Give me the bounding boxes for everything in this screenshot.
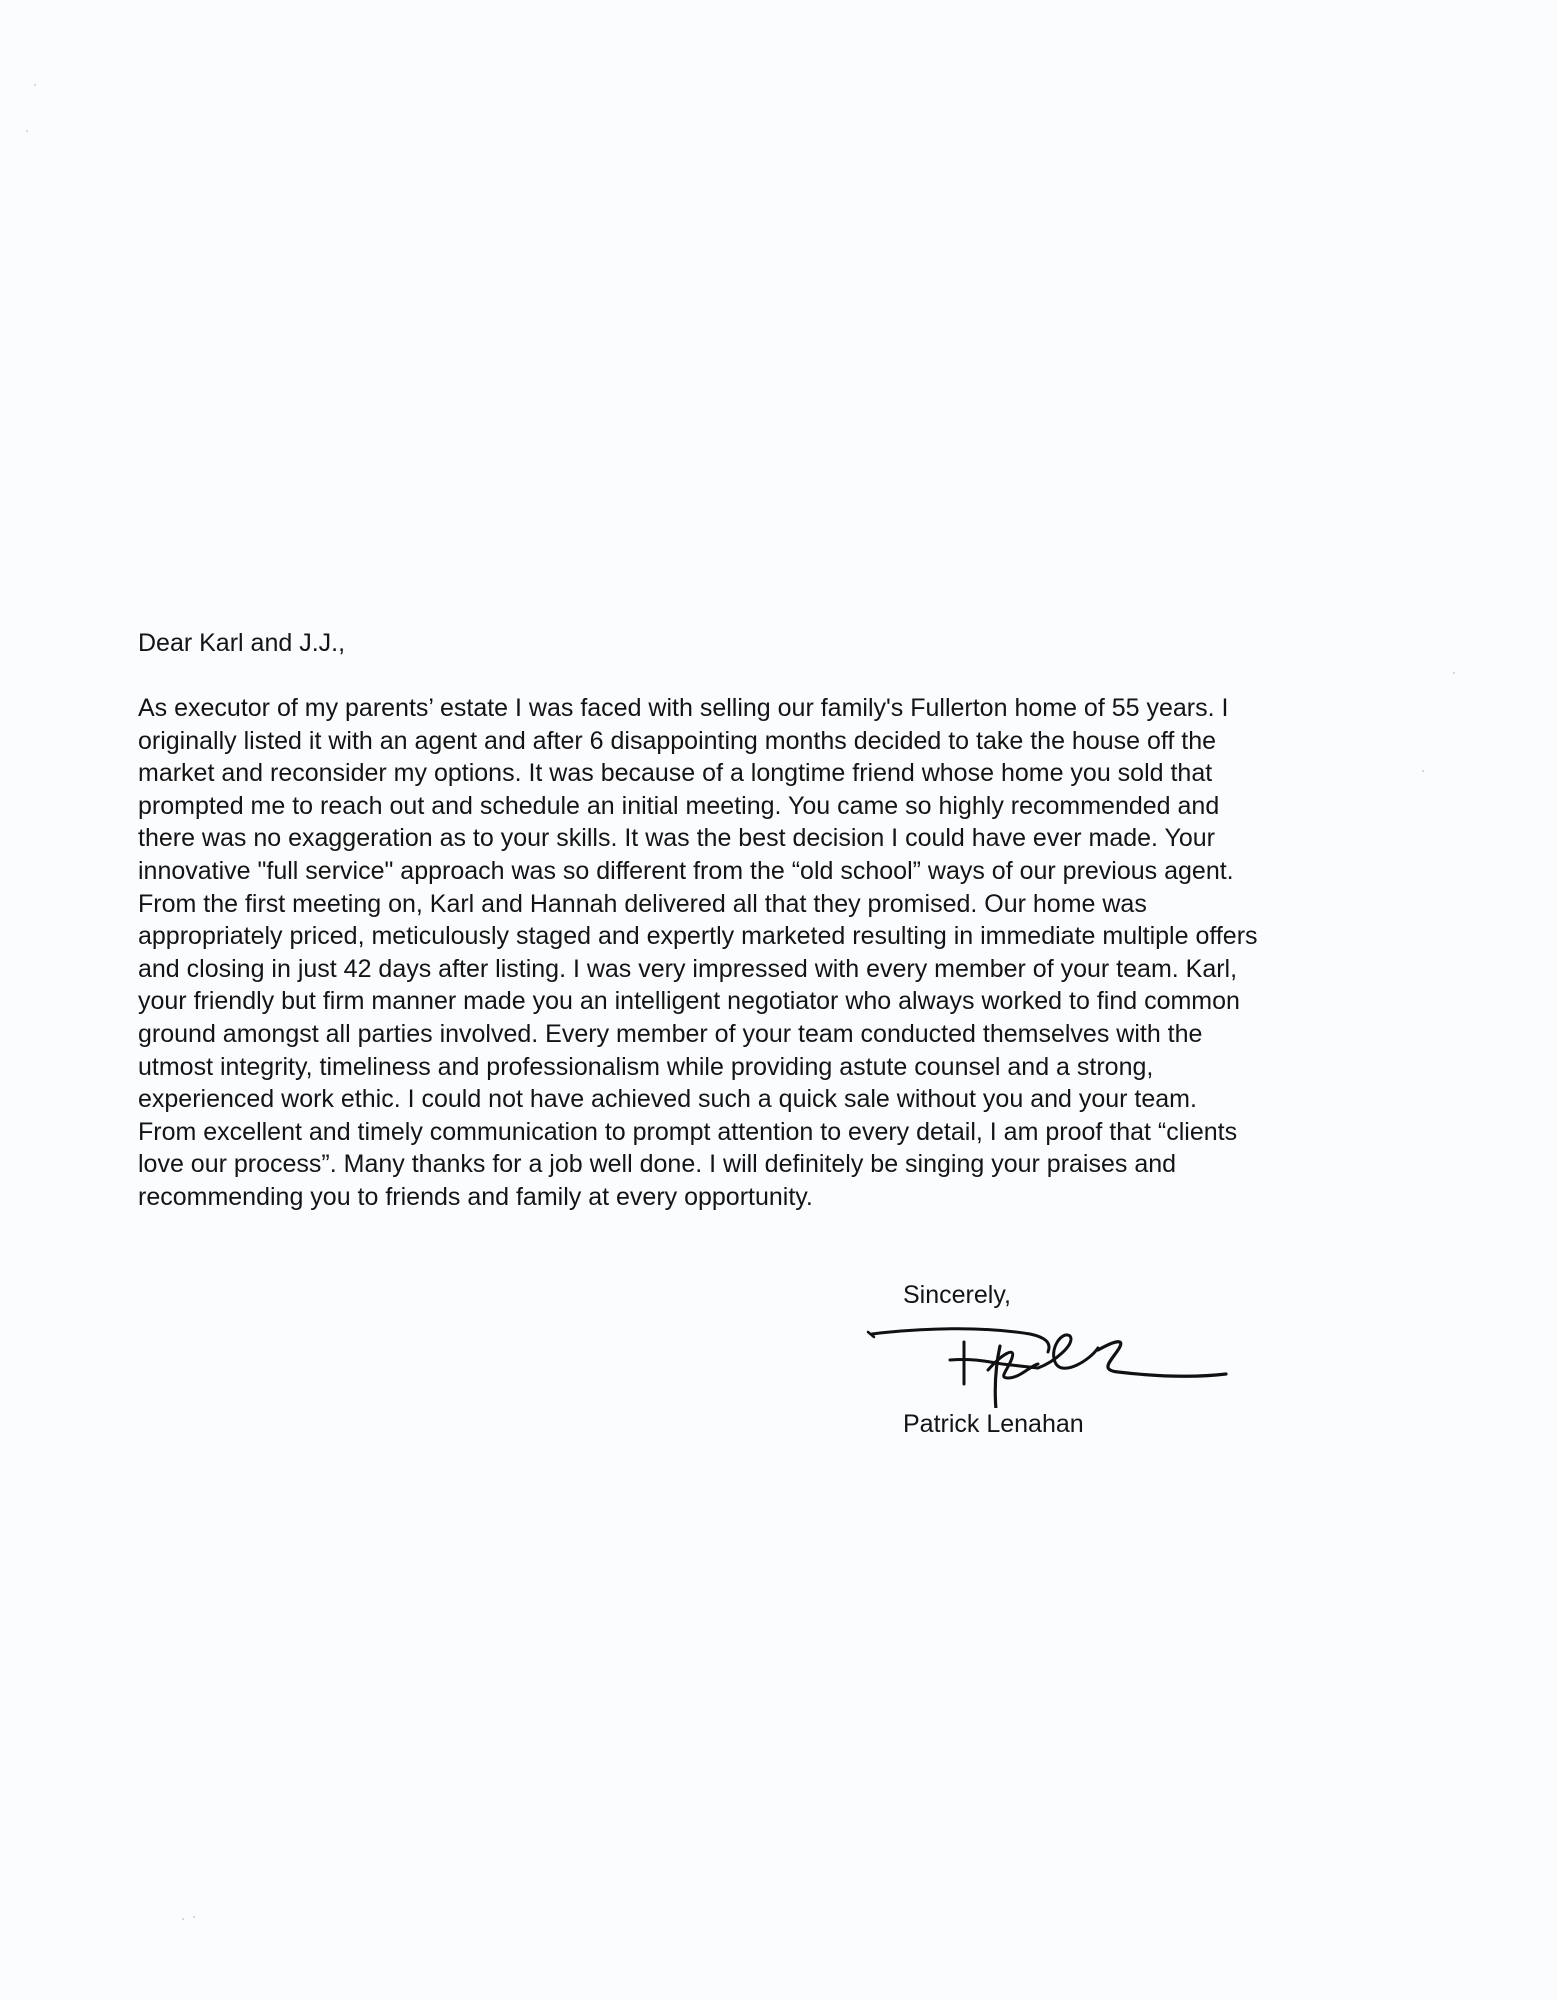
body-line: originally listed it with an agent and after 6 disappointing months decided to take the house off the	[138, 726, 1217, 755]
body-line: recommending you to friends and family at every opportunity.	[138, 1182, 813, 1211]
salutation: Dear Karl and J.J.,	[138, 629, 346, 657]
letter-body	[138, 692, 1428, 1214]
closing: Sincerely,	[903, 1281, 1011, 1309]
signer-name: Patrick Lenahan	[903, 1410, 1084, 1438]
body-line: innovative "full service" approach was so different from the “old school” ways of our previous agent.	[138, 856, 1234, 885]
body-line: As executor of my parents’ estate I was faced with selling our family's Fullerton home of 55 years. I	[138, 694, 1229, 722]
body-line: appropriately priced, meticulously staged and expertly marketed resulting in immediate multiple offers	[138, 922, 1258, 951]
body-line: prompted me to reach out and schedule an initial meeting. You came so highly recommended and	[138, 791, 1220, 820]
body-line: From the first meeting on, Karl and Hannah delivered all that they promised. Our home was	[138, 889, 1147, 918]
body-line: utmost integrity, timeliness and professionalism while providing astute counsel and a strong,	[138, 1052, 1154, 1081]
handwritten-signature-icon	[862, 1308, 1230, 1408]
body-line: ground amongst all parties involved. Every member of your team conducted themselves with the	[138, 1019, 1203, 1048]
body-line: experienced work ethic. I could not have achieved such a quick sale without you and your team.	[138, 1085, 1197, 1114]
scan-speck	[1422, 770, 1424, 772]
scan-speck	[34, 84, 36, 86]
body-line: and closing in just 42 days after listing. I was very impressed with every member of your team. Karl,	[138, 954, 1238, 983]
body-line: there was no exaggeration as to your skills. It was the best decision I could have ever made. Your	[138, 824, 1216, 853]
body-line: From excellent and timely communication to prompt attention to every detail, I am proof that “clients	[138, 1117, 1238, 1146]
body-line: love our process”. Many thanks for a job well done. I will definitely be singing your praises and	[138, 1150, 1177, 1179]
body-line: your friendly but firm manner made you an intelligent negotiator who always worked to find common	[138, 987, 1240, 1016]
scan-speck	[26, 130, 28, 132]
scan-speck	[193, 1916, 195, 1918]
scan-speck	[1453, 672, 1455, 674]
scan-speck	[182, 1918, 184, 1920]
body-line: market and reconsider my options. It was because of a longtime friend whose home you sold that	[138, 759, 1213, 788]
